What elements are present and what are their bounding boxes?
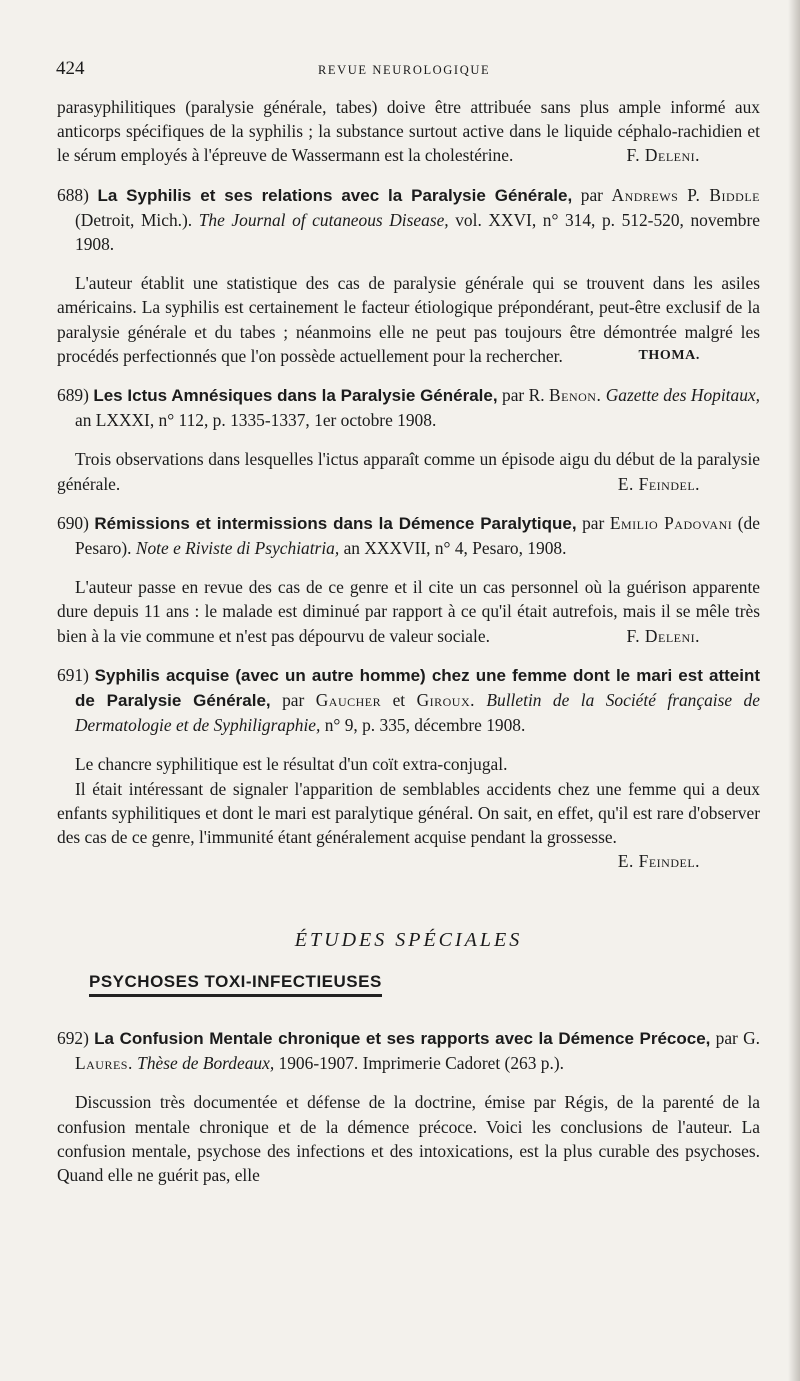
entry-author: Gaucher (315, 690, 382, 711)
entry-title: La Confusion Mentale chronique et ses rapports avec la Démence Précoce, (94, 1028, 711, 1048)
entry-number: 689) (57, 385, 89, 406)
page-header (56, 58, 756, 84)
entry-author: Andrews P. Biddle (611, 184, 760, 205)
entry-author-2: Giroux. (416, 690, 475, 711)
entry-title: Les Ictus Amnésiques dans la Paralysie Générale, (93, 386, 498, 406)
entry-number: 690) (57, 512, 89, 533)
entry-source: Thèse de Bordeaux, (137, 1053, 275, 1074)
entry-690-reference: 690) Rémissions et intermissions dans la Démence Paralytique, par Emilio Padovani (de Pesaro). Note e Riviste di Psychiatria, an XXXVII, n° 4, Pesaro, 1908. (57, 512, 760, 559)
entry-source: The Journal of cutaneous Disease, (198, 209, 449, 230)
page-edge-shadow (788, 0, 800, 1381)
signature: F. Deleni. (626, 145, 700, 166)
entry-691-reference: 691) Syphilis acquise (avec un autre homme) chez une femme dont le mari est atteint de Paralysie Générale, par Gaucher et Giroux. Bulletin de la Société française de Dermatologie et de Syphiligraphie, n° 9, p. 335, décembre 1908. (57, 664, 760, 736)
entry-689-abstract: Trois observations dans lesquelles l'ictus apparaît comme un épisode aigu du début de la paralysie générale. E. Feindel. (57, 447, 760, 495)
running-title: REVUE NEUROLOGIQUE (318, 63, 491, 77)
entry-source: Bulletin de la Société française de Dermatologie et de Syphiligraphie, (75, 690, 760, 736)
entry-source: Gazette des Hopitaux, (605, 385, 760, 406)
continued-paragraph: parasyphilitiques (paralysie générale, tabes) doive être attribuée sans plus ample informé aux anticorps spécifiques de la syphilis ; la substance surtout active dans le liquide céphalo-rachidien et le sérum employés à l'épreuve de Wassermann est la cholestérine. F. Deleni. (57, 95, 760, 168)
entry-source: Note e Riviste di Psychiatria, (135, 538, 340, 559)
signature: F. Deleni. (626, 625, 700, 646)
signature: E. Feindel. (617, 473, 700, 494)
entry-title: Syphilis acquise (avec un autre homme) chez une femme dont le mari est atteint de Paralysie Générale, (75, 665, 760, 711)
signature: E. Feindel. (617, 851, 700, 872)
entry-688-reference: 688) La Syphilis et ses relations avec la Paralysie Générale, par Andrews P. Biddle (Detroit, Mich.). The Journal of cutaneous Disease, vol. XXVI, n° 314, p. 512-520, novembre 1908. (57, 184, 760, 255)
section-subtitle: PSYCHOSES TOXI-INFECTIEUSES (89, 969, 760, 994)
page-body (57, 95, 760, 1187)
entry-number: 691) (57, 664, 89, 685)
entry-title: Rémissions et intermissions dans la Démence Paralytique, (94, 513, 577, 533)
entry-author: Laures. (75, 1053, 133, 1074)
entry-691-abstract-2: Il était intéressant de signaler l'apparition de semblables accidents chez une femme qui a deux enfants syphilitiques et dont le mari est paralytique général. On sait, en effet, qu'il est rare d'observer des cas de ce genre, l'immunité étant généralement acquise pendant la grossesse. E. Feindel. (57, 777, 760, 874)
entry-692-abstract: Discussion très documentée et défense de la doctrine, émise par Régis, de la parenté de la confusion mentale chronique et de la démence précoce. Voici les conclusions de l'auteur. La confusion mentale, psychose des infections et des intoxications, est la plus curable des psychoses. Quand elle ne guérit pas, elle (57, 1092, 760, 1185)
entry-number: 692) (57, 1027, 89, 1048)
entry-author: Emilio Padovani (609, 512, 733, 533)
entry-691-abstract-1: Le chancre syphilitique est le résultat d'un coït extra-conjugal. (75, 754, 508, 775)
entry-688-abstract: L'auteur établit une statistique des cas de paralysie générale qui se trouvent dans les asiles américains. La syphilis est certainement le facteur étiologique prépondérant, peut-être exclusif de la paralysie générale et du tabes ; néanmoins elle ne peut pas toujours être démontrée malgré les procédés perfectionnés que l'on possède actuellement pour la rechercher. THOMA. (57, 271, 760, 368)
entry-title: La Syphilis et ses relations avec la Paralysie Générale, (97, 185, 573, 205)
page-number: 424 (56, 58, 85, 79)
entry-689-reference: 689) Les Ictus Amnésiques dans la Paralysie Générale, par R. Benon. Gazette des Hopitaux, an LXXXI, n° 112, p. 1335-1337, 1er octobre 1908. (57, 385, 760, 431)
entry-number: 688) (57, 184, 89, 205)
entry-author: Benon. (549, 385, 602, 406)
section-title: ÉTUDES SPÉCIALES (294, 929, 523, 952)
entry-690-abstract: L'auteur passe en revue des cas de ce genre et il cite un cas personnel où la guérison apparente dure depuis 11 ans : le malade est diminué par rapport à ce qu'il était autrefois, mais il se mêle très bien à la vie commune et n'est pas dépourvu de valeur sociale. F. Deleni. (57, 575, 760, 648)
signature: THOMA. (638, 347, 700, 363)
entry-692-reference: 692) La Confusion Mentale chronique et ses rapports avec la Démence Précoce, par G. Laures. Thèse de Bordeaux, 1906-1907. Imprimerie Cadoret (263 p.). (57, 1027, 760, 1074)
